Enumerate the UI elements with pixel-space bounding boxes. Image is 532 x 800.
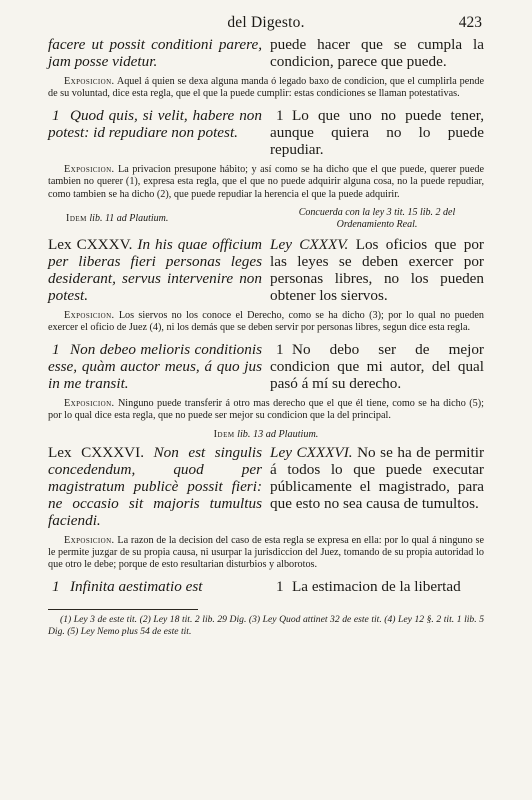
exposicion-paragraph xyxy=(48,76,484,101)
spanish-text xyxy=(270,578,484,595)
source-citation: lib. 11 ad Plautium. xyxy=(89,213,169,225)
spanish-body: No se ha de permitir á todos lo que puede executar públicamente el magistrado, para que esto no sea causa de tumultos. xyxy=(270,443,485,512)
parallel-text-block xyxy=(48,107,484,158)
exposicion-text: La privacion presupone hábito; y así como se ha dicho que el que puede, querer puede tambien no querer (1), expresa esta regla, que el que no puede adquirir alguna cosa, no la puede repudiar, como tambien se ha dicho (2), que puede repudiar la herencia el que la puede adquirir. xyxy=(48,163,484,200)
spanish-body: No debo ser de mejor condicion que mi autor, del qual pasó á mí su derecho. xyxy=(270,340,484,392)
paragraph-number: 1 xyxy=(52,106,60,124)
source-author: Idem xyxy=(213,428,235,440)
paragraph-number: 1 xyxy=(276,106,284,124)
latin-body: In his quae officium per liberas fieri personas leges desiderant, servus intervenire non potest. xyxy=(48,236,263,305)
spanish-text: puede hacer que se cumpla la condicion, parece que puede. xyxy=(270,36,484,70)
exposicion-text: Ninguno puede transferir á otro mas derecho que el que él tiene, como se ha dicho (5); por lo qual dice esta regla, que no puede ser mejor su condicion que la del principal. xyxy=(48,397,484,422)
spanish-concordance: Concuerda con la ley 3 tit. 15 lib. 2 del Ordenamiento Real. xyxy=(298,207,456,230)
latin-law xyxy=(48,236,262,304)
law-heading-latin: Lex CXXXVI. xyxy=(48,443,144,461)
source-author: Idem xyxy=(66,213,87,225)
exposicion-label: Exposicion. xyxy=(64,76,115,87)
paragraph-number: 1 xyxy=(52,577,60,595)
footnotes: (1) Ley 3 de este tit. (2) Ley 18 tit. 2 lib. 29 Dig. (3) Ley Quod attinet 32 de este tit. (4) Ley 12 §. 2 tit. 1 lib. 5 Dig. (5) Ley Nemo plus 54 de este tit. xyxy=(48,613,484,637)
exposicion-paragraph xyxy=(48,310,484,335)
footnote-rule xyxy=(48,609,198,610)
running-head xyxy=(48,14,484,36)
paragraph-number: 1 xyxy=(276,340,284,358)
law-block xyxy=(48,444,484,529)
paragraph-number: 1 xyxy=(276,577,284,595)
latin-body: Infinita aestimatio est xyxy=(70,577,203,595)
exposicion-paragraph xyxy=(48,164,484,201)
spanish-body: Los oficios que por las leyes se deben exercer por personas libres, no los pueden obtener los siervos. xyxy=(270,236,484,305)
exposicion-label: Exposicion. xyxy=(64,534,115,546)
spanish-law xyxy=(270,236,484,304)
latin-body: Non est singulis concedendum, quod per magistratum publicè possit fieri: ne occasio sit majoris tumultus faciendi. xyxy=(48,443,263,529)
exposicion-text: La razon de la decision del caso de esta regla se expresa en ella: por lo qual á ninguno se le permite juzgar de su propia causa, ni usurpar la jurisdiccion del Juez, tomando de su propia autoridad lo que otro le debe; porque de esto resultarian disturbios y alborotos. xyxy=(48,534,485,571)
exposicion-text: Aquel á quien se dexa alguna manda ó legado baxo de condicion, que el cumplirla pende de su voluntad, dice esta regla, que el que la puede cumplir: estas condiciones se llaman potestativas. xyxy=(48,76,484,100)
running-title: del Digesto. xyxy=(227,14,305,31)
law-heading-spanish: Ley CXXXV. xyxy=(270,236,349,254)
exposicion-label: Exposicion. xyxy=(64,310,115,322)
exposicion-label: Exposicion. xyxy=(64,163,115,175)
parallel-text-block xyxy=(48,36,484,70)
law-heading-spanish: Ley CXXXVI. xyxy=(270,443,353,461)
spanish-body: Lo que uno no puede tener, aunque quiera no lo puede repudiar. xyxy=(270,106,484,158)
exposicion-paragraph xyxy=(48,398,484,423)
latin-text xyxy=(48,341,262,392)
exposicion-paragraph xyxy=(48,535,484,572)
spanish-body: La estimacion de la libertad xyxy=(292,577,461,595)
parallel-text-block xyxy=(48,578,484,595)
latin-text xyxy=(48,578,262,595)
source-citation: lib. 13 ad Plautium. xyxy=(237,428,319,440)
page-number: 423 xyxy=(458,14,482,31)
parallel-text-block xyxy=(48,341,484,392)
law-block xyxy=(48,236,484,304)
exposicion-text: Los siervos no los conoce el Derecho, como se ha dicho (3); por lo qual no pueden exercer el oficio de Juez (4), ni los demás que se deben servir por personas libres, segun dice esta regla. xyxy=(48,310,484,334)
spanish-text xyxy=(270,107,484,158)
latin-text xyxy=(48,107,262,158)
latin-law xyxy=(48,444,262,529)
latin-source xyxy=(48,207,262,230)
law-heading-latin: Lex CXXXV. xyxy=(48,236,133,254)
source-reference xyxy=(48,207,484,230)
latin-text: facere ut possit conditioni parere, jam posse videtur. xyxy=(48,36,262,70)
spanish-law xyxy=(270,444,484,529)
source-reference xyxy=(48,429,484,440)
spanish-text xyxy=(270,341,484,392)
latin-body: Non debeo melioris conditionis esse, quàm auctor meus, á quo jus in me transit. xyxy=(48,340,262,392)
paragraph-number: 1 xyxy=(52,340,60,358)
latin-body: Quod quis, si velit, habere non potest: id repudiare non potest. xyxy=(48,106,262,141)
exposicion-label: Exposicion. xyxy=(64,397,115,409)
